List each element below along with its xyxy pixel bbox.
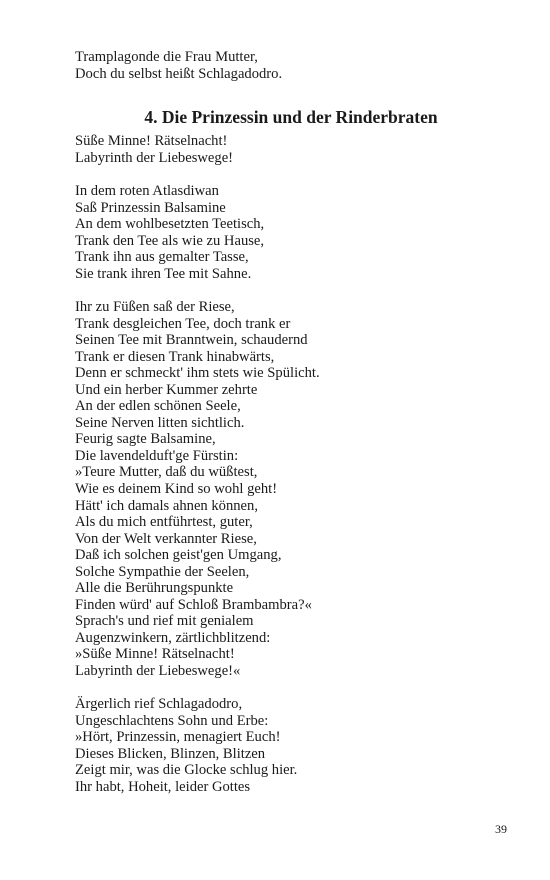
poem-line: »Teure Mutter, daß du wüßtest, [75, 464, 258, 481]
poem-line: Ungeschlachtens Sohn und Erbe: [75, 712, 269, 729]
poem-line: Saß Prinzessin Balsamine [75, 199, 226, 216]
poem-line: Alle die Berührungspunkte [75, 580, 234, 597]
poem-line: Daß ich solchen geist'gen Umgang, [75, 547, 282, 564]
poem-line: Trank er diesen Trank hinabwärts, [75, 348, 275, 365]
poem-line: Als du mich entführtest, guter, [75, 514, 253, 531]
poem-line: Ihr habt, Hoheit, leider Gottes [75, 778, 251, 795]
page-number: 39 [495, 822, 507, 836]
poem-line: Labyrinth der Liebeswege!« [75, 663, 241, 680]
poem-line: Labyrinth der Liebeswege! [75, 149, 234, 166]
stanza-2 [75, 183, 495, 282]
poem-line: Und ein herber Kummer zehrte [75, 381, 258, 398]
poem-line: In dem roten Atlasdiwan [75, 183, 219, 199]
poem-line: Zeigt mir, was die Glocke schlug hier. [75, 762, 298, 779]
section-title: 4. Die Prinzessin und der Rinderbraten [144, 107, 438, 127]
poem-line: »Süße Minne! Rätselnacht! [75, 646, 235, 663]
poem-line: Ärgerlich rief Schlagadodro, [75, 696, 243, 712]
poem-line: Denn er schmeckt' ihm stets wie Spülicht. [75, 365, 320, 382]
stanza-1 [75, 133, 495, 166]
poem-line: Augenzwinkern, zärtlichblitzend: [75, 629, 271, 646]
poem-line: Doch du selbst heißt Schlagadodro. [75, 65, 283, 82]
poem-line: Solche Sympathie der Seelen, [75, 563, 250, 580]
poem-line: Trank desgleichen Tee, doch trank er [75, 315, 291, 332]
poem-line: Trank ihn aus gemalter Tasse, [75, 249, 249, 266]
poem-line: Hätt' ich damals ahnen können, [75, 497, 258, 514]
poem-line: Dieses Blicken, Blinzen, Blitzen [75, 745, 266, 762]
top-stanza-fragment [75, 49, 495, 82]
poem-line: Von der Welt verkannter Riese, [75, 530, 257, 547]
poem-line: Feurig sagte Balsamine, [75, 431, 216, 448]
poem-line: An der edlen schönen Seele, [75, 398, 241, 415]
poem-line: Tramplagonde die Frau Mutter, [75, 49, 258, 65]
poem-line: Seine Nerven litten sichtlich. [75, 414, 245, 431]
poem-line: Sie trank ihren Tee mit Sahne. [75, 265, 252, 282]
poem-line: Finden würd' auf Schloß Brambambra?« [75, 596, 312, 613]
poem-line: Die lavendelduft'ge Fürstin: [75, 447, 239, 464]
poem-line: Ihr zu Füßen saß der Riese, [75, 299, 235, 315]
poem-line: An dem wohlbesetzten Teetisch, [75, 216, 265, 233]
poem-line: »Hört, Prinzessin, menagiert Euch! [75, 729, 281, 746]
poem-line: Seinen Tee mit Branntwein, schaudernd [75, 332, 308, 349]
poem-line: Wie es deinem Kind so wohl geht! [75, 481, 278, 498]
poem-line: Trank den Tee als wie zu Hause, [75, 232, 265, 249]
poem-line: Sprach's und rief mit genialem [75, 613, 254, 630]
stanza-3 [75, 299, 495, 680]
poem-line: Süße Minne! Rätselnacht! [75, 133, 228, 149]
stanza-4 [75, 696, 495, 795]
